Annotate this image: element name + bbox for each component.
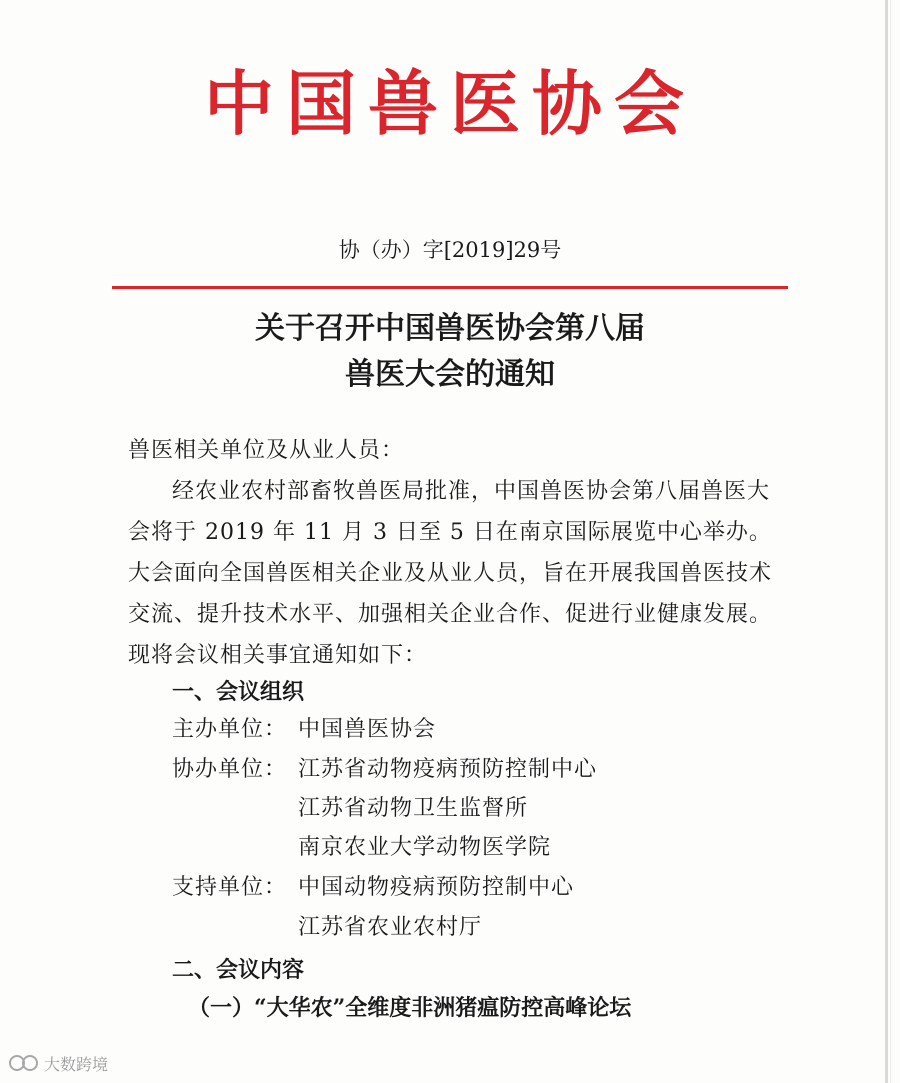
co-organizer-1: 江苏省动物疫病预防控制中心 — [298, 757, 598, 782]
supporter-1: 中国动物疫病预防控制中心 — [298, 875, 575, 900]
title-line-2: 兽医大会的通知 — [345, 357, 555, 392]
page-edge-shadow — [890, 0, 891, 1083]
supporter-row — [172, 868, 574, 908]
notice-title — [0, 306, 900, 398]
host-org: 中国兽医协会 — [298, 717, 437, 742]
watermark — [8, 1048, 108, 1078]
supporter-2: 江苏省农业农村厅 — [298, 915, 483, 940]
co-organizer-3: 南京农业大学动物医学院 — [298, 835, 552, 860]
red-divider — [112, 286, 788, 289]
host-row — [172, 710, 436, 750]
host-label: 主办单位： — [172, 717, 288, 742]
watermark-text: 大数跨境 — [44, 1054, 109, 1074]
subsection-forum: （一）“大华农”全维度非洲猪瘟防控高峰论坛 — [188, 995, 632, 1021]
co-organizer-row — [172, 750, 597, 790]
co-organizer-2: 江苏省动物卫生监督所 — [298, 796, 529, 821]
page-edge — [885, 0, 888, 1083]
watermark-logo-icon — [8, 1051, 40, 1075]
section-heading-content: 二、会议内容 — [172, 957, 305, 983]
co-organizer-label: 协办单位： — [172, 757, 288, 782]
title-line-1: 关于召开中国兽医协会第八届 — [255, 311, 645, 346]
salutation: 兽医相关单位及从业人员： — [128, 438, 405, 463]
document-number: 协（办）字[2019]29号 — [338, 238, 562, 262]
org-letterhead: 中国兽医协会 — [204, 62, 696, 145]
section-heading-organization: 一、会议组织 — [172, 679, 305, 705]
intro-paragraph: 经农业农村部畜牧兽医局批准，中国兽医协会第八届兽医大会将于 2019 年 11 月 3 日至 5 日在南京国际展览中心举办。大会面向全国兽医相关企业及从业人员，旨在开展我国兽医技术交流、提升技术水平、加强相关企业合作、促进行业健康发展。现将会议相关事宜通知如下： — [128, 479, 773, 668]
supporter-label: 支持单位： — [172, 875, 288, 900]
